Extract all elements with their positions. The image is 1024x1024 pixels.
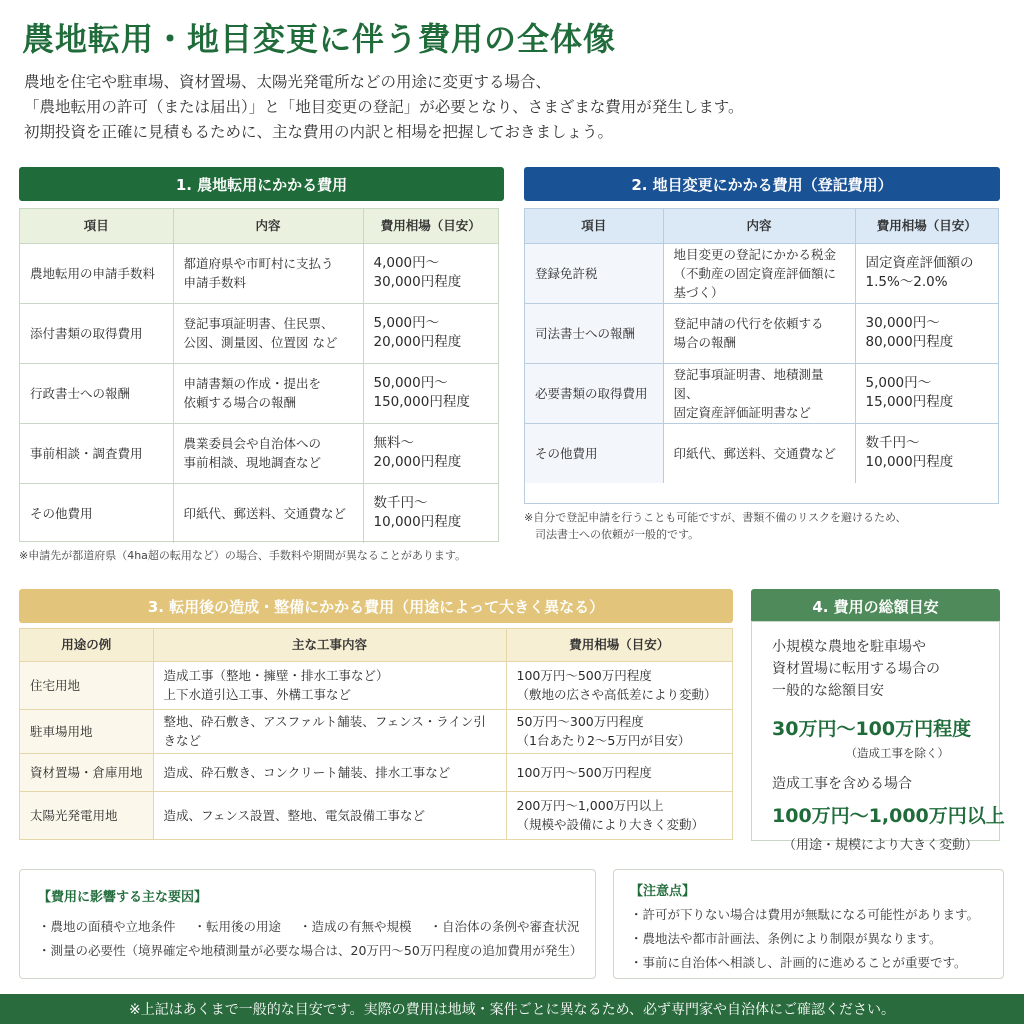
table-row	[20, 363, 498, 423]
col-header-item: 項目	[525, 209, 663, 243]
usage-cell: 住宅用地	[20, 661, 153, 709]
development-cost-table	[19, 628, 733, 840]
usage-cell: 資材置場・倉庫用地	[20, 753, 153, 791]
cost-factors-title: 【費用に影響する主な要因】	[38, 890, 208, 905]
work-cell: 造成、フェンス設置、整地、電気設備工事など	[153, 791, 506, 839]
cost-cell: 5,000円〜 20,000円程度	[363, 303, 498, 363]
with-development-note: （用途・規模により大きく変動）	[782, 838, 978, 853]
caution-item: ・農地法や都市計画法、条例により制限が異なります。	[630, 931, 942, 946]
total-cost-estimate	[751, 621, 1005, 853]
caution-item: ・許可が下りない場合は費用が無駄になる可能性があります。	[630, 907, 980, 922]
content-cell: 印紙代、郵送料、交通費など	[663, 423, 855, 483]
with-development-amount: 100万円〜1,000万円以上	[772, 805, 1005, 827]
item-cell: その他費用	[20, 483, 173, 543]
col-header-cost: 費用相場（目安）	[855, 209, 998, 243]
col-header-content: 内容	[173, 209, 363, 243]
cost-cell: 30,000円〜 80,000円程度	[855, 303, 998, 363]
cautions-title: 【注意点】	[630, 884, 696, 899]
work-cell: 整地、砕石敷き、アスファルト舗装、フェンス・ライン引きなど	[153, 709, 506, 753]
cost-cell: 50万円〜300万円程度 （1台あたり2〜5万円が目安）	[506, 709, 732, 753]
cost-cell: 100万円〜500万円程度	[506, 753, 732, 791]
section-2-heading: 2. 地目変更にかかる費用（登記費用）	[524, 167, 1000, 201]
table-row	[20, 661, 732, 709]
usage-cell: 太陽光発電用地	[20, 791, 153, 839]
item-cell: 行政書士への報酬	[20, 363, 173, 423]
cost-cell: 200万円〜1,000万円以上 （規模や設備により大きく変動）	[516, 798, 705, 833]
cost-cell: 固定資産評価額の 1.5%〜2.0%	[855, 243, 998, 303]
col-header-work: 主な工事内容	[153, 629, 506, 661]
total-estimate-amount: 30万円〜100万円程度	[772, 718, 972, 740]
content-cell: 農業委員会や自治体への 事前相談、現地調査など	[173, 423, 363, 483]
factor-item: ・自治体の条例や審査状況	[429, 919, 580, 934]
intro-line: 初期投資を正確に見積もるために、主な費用の内訳と相場を把握しておきましょう。	[24, 123, 614, 141]
table-row	[20, 243, 498, 303]
section-1-note: ※申請先が都道府県（4ha超の転用など）の場合、手数料や期間が異なることがあります。	[19, 549, 467, 562]
cost-cell: 4,000円〜 30,000円程度	[363, 243, 498, 303]
usage-cell: 駐車場用地	[20, 709, 153, 753]
content-cell: 都道府県や市町村に支払う 申請手数料	[173, 243, 363, 303]
agri-conversion-cost-table	[19, 208, 499, 542]
factor-item: ・農地の面積や立地条件	[38, 919, 176, 934]
col-header-item: 項目	[20, 209, 173, 243]
work-cell: 造成、砕石敷き、コンクリート舗装、排水工事など	[153, 753, 506, 791]
content-cell: 登記申請の代行を依頼する 場合の報酬	[663, 303, 855, 363]
with-development-label: 造成工事を含める場合	[772, 776, 912, 792]
section-4-heading: 4. 費用の総額目安	[751, 589, 1000, 623]
table-row	[20, 483, 498, 543]
table-row	[20, 753, 732, 791]
item-cell: その他費用	[525, 423, 663, 483]
table-row	[525, 423, 998, 483]
intro-line: 農地を住宅や駐車場、資材置場、太陽光発電所などの用途に変更する場合、	[24, 73, 552, 91]
cost-cell: 数千円〜 10,000円程度	[865, 435, 954, 471]
item-cell: 農地転用の申請手数料	[20, 243, 173, 303]
col-header-cost: 費用相場（目安）	[363, 209, 498, 243]
cost-cell: 5,000円〜 15,000円程度	[855, 363, 998, 423]
col-header-usage: 用途の例	[20, 629, 153, 661]
section-3-heading: 3. 転用後の造成・整備にかかる費用（用途によって大きく異なる）	[19, 589, 733, 623]
table-row	[525, 303, 998, 363]
content-cell: 地目変更の登記にかかる税金 （不動産の固定資産評価額に 基づく）	[663, 243, 855, 303]
table-row	[20, 709, 732, 753]
cost-cell: 50,000円〜 150,000円程度	[363, 363, 498, 423]
content-cell: 登記事項証明書、住民票、 公図、測量図、位置図 など	[173, 303, 363, 363]
content-cell: 印紙代、郵送料、交通費など	[173, 483, 363, 543]
item-cell: 事前相談・調査費用	[20, 423, 173, 483]
work-cell: 造成工事（整地・擁壁・排水工事など） 上下水道引込工事、外構工事など	[153, 661, 506, 709]
land-category-change-cost-table	[524, 208, 999, 504]
table-row	[20, 423, 498, 483]
content-cell: 申請書類の作成・提出を 依頼する場合の報酬	[173, 363, 363, 423]
table-row	[525, 363, 998, 423]
factor-item: ・測量の必要性（境界確定や地積測量が必要な場合は、20万円〜50万円程度の追加費用が発生）	[38, 943, 583, 958]
caution-item: ・事前に自治体へ相談し、計画的に進めることが重要です。	[630, 955, 967, 970]
col-header-content: 内容	[663, 209, 855, 243]
table-row	[20, 303, 498, 363]
total-estimate-description: 小規模な農地を駐車場や 資材置場に転用する場合の 一般的な総額目安	[772, 639, 940, 699]
cost-cell: 100万円〜500万円程度 （敷地の広さや高低差により変動）	[506, 661, 732, 709]
table-row	[20, 791, 732, 839]
section-2-note: ※自分で登記申請を行うことも可能ですが、書類不備のリスクを避けるため、 司法書士への依頼が一般的です。	[524, 511, 907, 541]
content-cell: 登記事項証明書、地積測量図、 固定資産評価証明書など	[663, 363, 855, 423]
item-cell: 司法書士への報酬	[525, 303, 663, 363]
item-cell: 登録免許税	[525, 243, 663, 303]
item-cell: 添付書類の取得費用	[20, 303, 173, 363]
cost-factors-list	[38, 915, 580, 939]
item-cell: 必要書類の取得費用	[525, 363, 663, 423]
table-row	[525, 243, 998, 303]
intro-text	[24, 70, 1004, 145]
footer-disclaimer: ※上記はあくまで一般的な目安です。実際の費用は地域・案件ごとに異なるため、必ず専門家や自治体にご確認ください。	[0, 994, 1024, 1024]
factor-item: ・造成の有無や規模	[299, 919, 412, 934]
factor-item: ・転用後の用途	[193, 919, 282, 934]
col-header-cost: 費用相場（目安）	[506, 629, 732, 661]
intro-line: 「農地転用の許可（または届出）」と「地目変更の登記」が必要となり、さまざまな費用が発生します。	[24, 98, 744, 116]
section-1-heading: 1. 農地転用にかかる費用	[19, 167, 504, 201]
total-estimate-note: （造成工事を除く）	[845, 746, 949, 760]
page-title: 農地転用・地目変更に伴う費用の全体像	[22, 20, 617, 58]
cost-cell: 数千円〜 10,000円程度	[373, 495, 462, 531]
cost-cell: 無料〜 20,000円程度	[363, 423, 498, 483]
cautions-box	[613, 869, 1004, 979]
cost-factors-box	[19, 869, 596, 979]
